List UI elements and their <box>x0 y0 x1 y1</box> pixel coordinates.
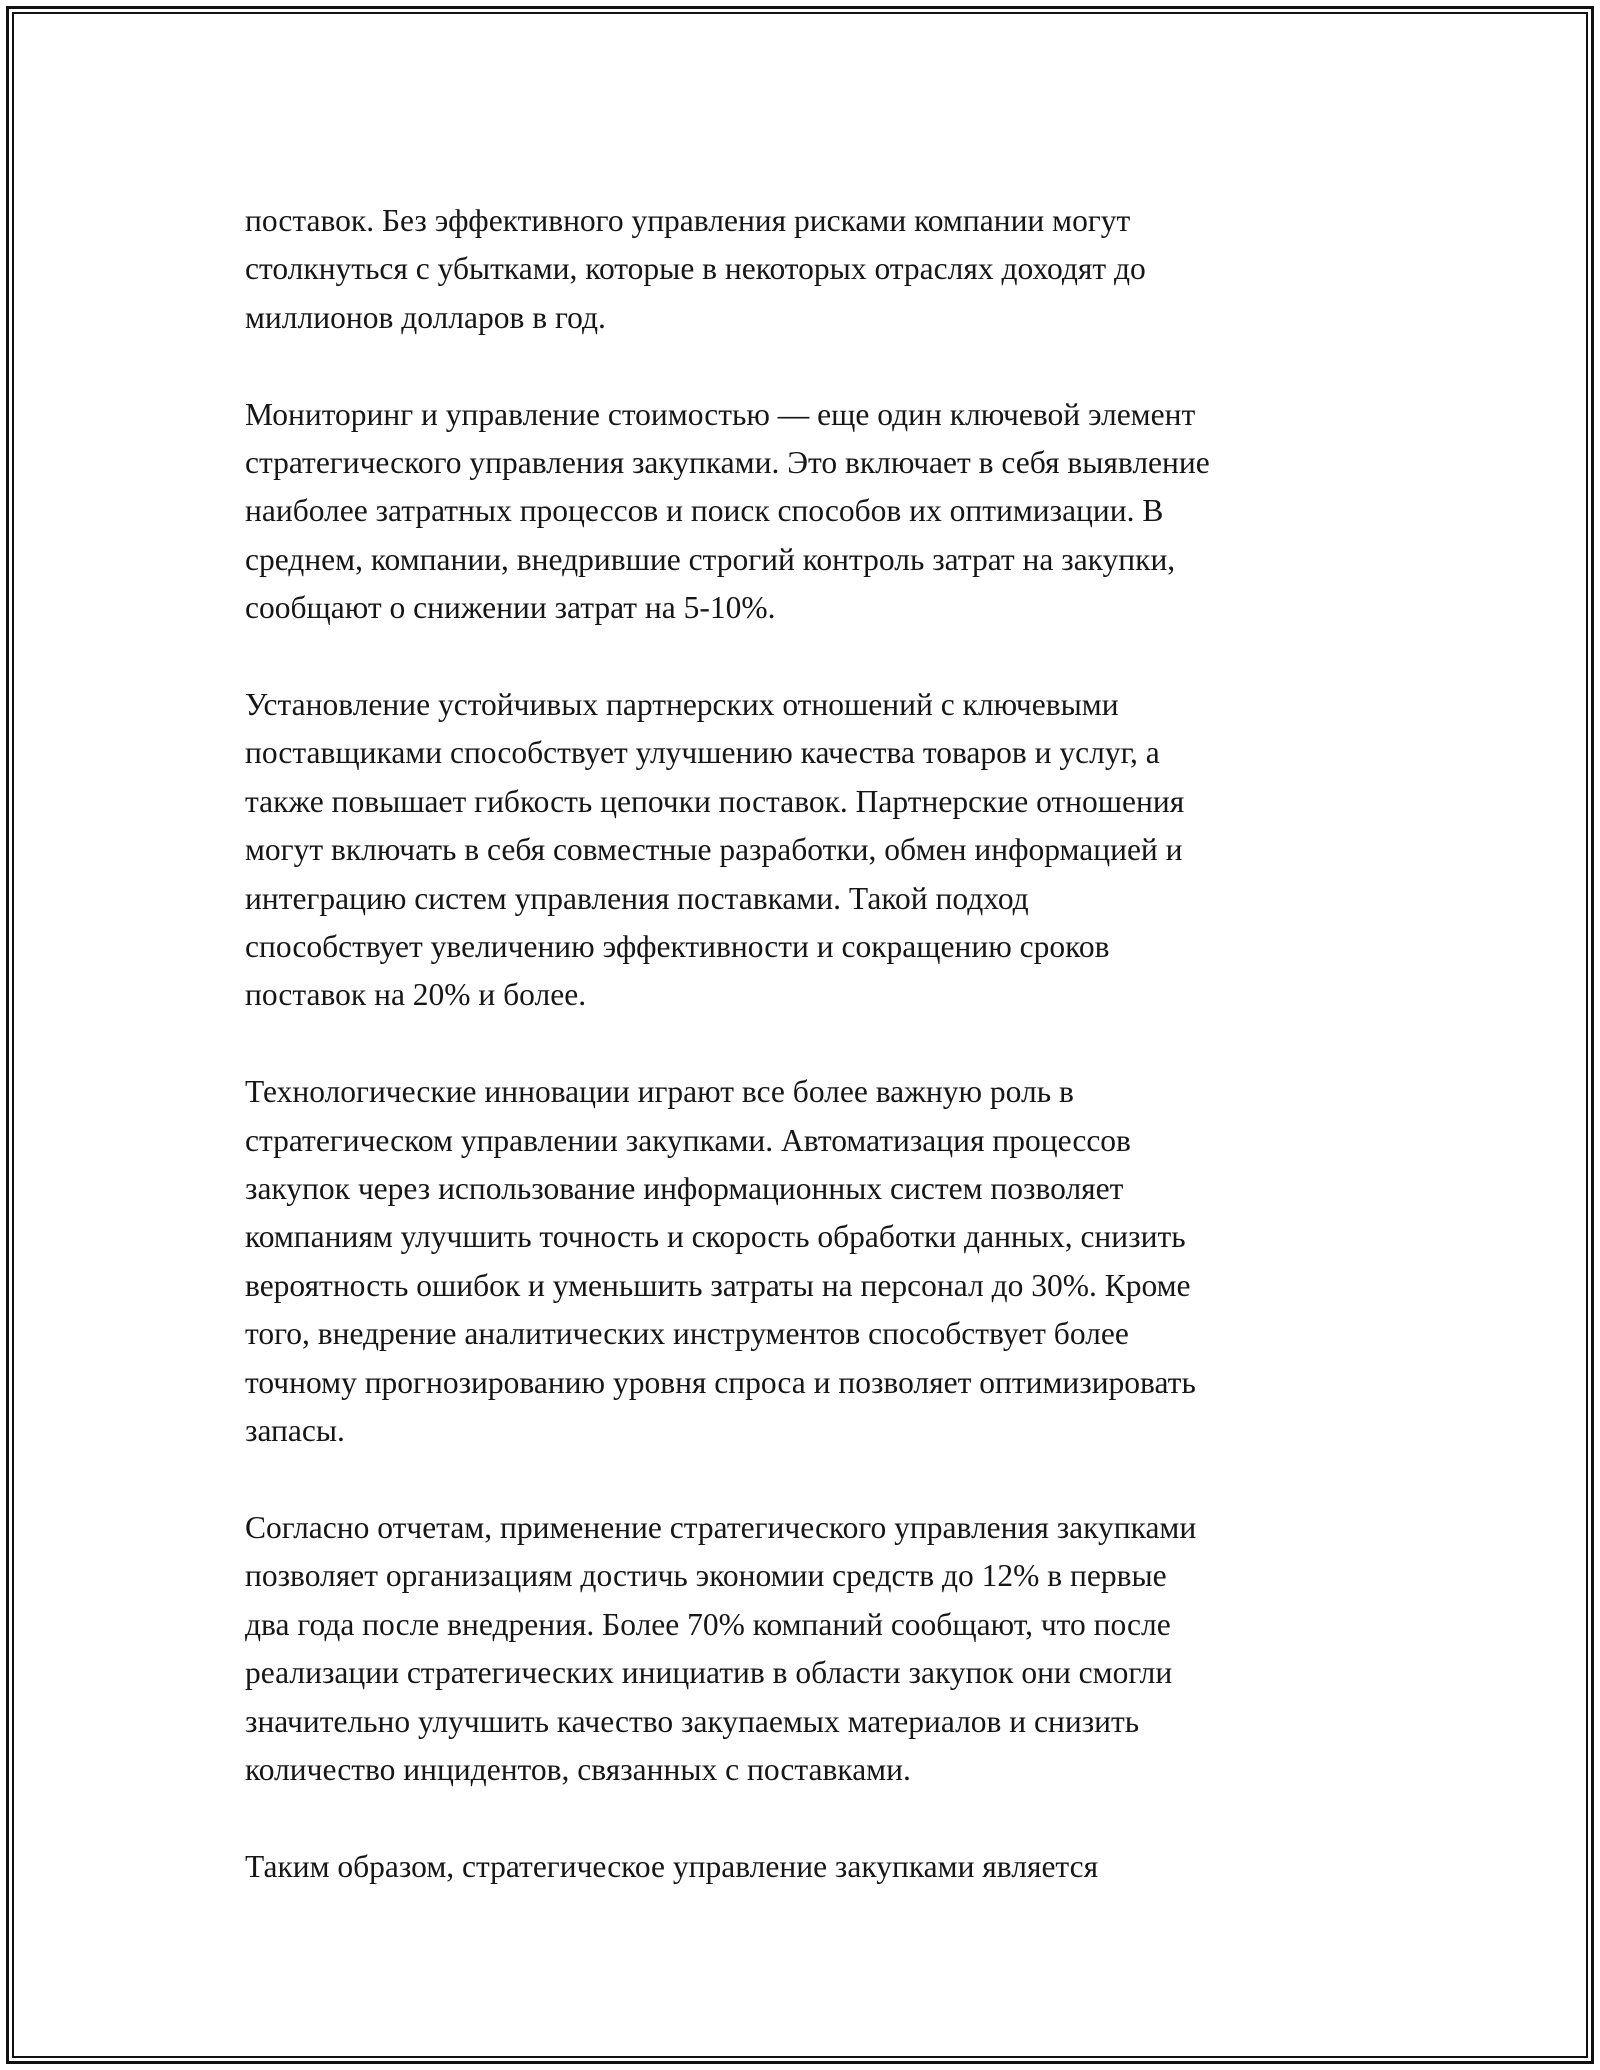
text-line: запасы. <box>245 1413 345 1449</box>
text-line: значительно улучшить качество закупаемых материалов и снизить <box>245 1703 1140 1739</box>
paragraph-supplier-partnerships <box>245 681 1395 1020</box>
text-line: сообщают о снижении затрат на 5-10%. <box>245 590 776 626</box>
text-line: интеграцию систем управления поставками. Такой подход <box>245 880 1029 916</box>
text-line: поставок. Без эффективного управления рисками компании могут <box>245 203 1131 238</box>
text-line: Мониторинг и управление стоимостью — еще один ключевой элемент <box>245 396 1196 432</box>
text-line: среднем, компании, внедрившие строгий контроль затрат на закупки, <box>245 541 1176 577</box>
text-line: вероятность ошибок и уменьшить затраты на персонал до 30%. Кроме <box>245 1267 1191 1303</box>
text-line: миллионов долларов в год. <box>245 299 606 335</box>
text-line: Технологические инновации играют все более важную роль в <box>245 1074 1074 1110</box>
paragraph-conclusion <box>245 1843 1395 1891</box>
text-line: закупок через использование информационных систем позволяет <box>245 1171 1124 1207</box>
paragraph-risk-management <box>245 197 1395 342</box>
text-line: стратегическом управлении закупками. Автоматизация процессов <box>245 1122 1131 1158</box>
text-line: точному прогнозированию уровня спроса и позволяет оптимизировать <box>245 1364 1196 1400</box>
text-line: поставщиками способствует улучшению качества товаров и услуг, а <box>245 735 1160 771</box>
paragraph-tech-innovations <box>245 1068 1395 1455</box>
document-body <box>245 197 1395 1940</box>
text-line: того, внедрение аналитических инструментов способствует более <box>245 1316 1129 1352</box>
text-line: стратегического управления закупками. Это включает в себя выявление <box>245 445 1210 481</box>
text-line: позволяет организациям достичь экономии средств до 12% в первые <box>245 1558 1167 1594</box>
text-line: количество инцидентов, связанных с поставками. <box>245 1751 911 1787</box>
text-line: Согласно отчетам, применение стратегического управления закупками <box>245 1509 1197 1545</box>
text-line: два года после внедрения. Более 70% компаний сообщают, что после <box>245 1606 1171 1642</box>
text-line: могут включать в себя совместные разработки, обмен информацией и <box>245 832 1183 868</box>
text-line: также повышает гибкость цепочки поставок. Партнерские отношения <box>245 783 1185 819</box>
paragraph-cost-monitoring <box>245 391 1395 633</box>
text-line: реализации стратегических инициатив в области закупок они смогли <box>245 1655 1173 1691</box>
text-line: компаниям улучшить точность и скорость обработки данных, снизить <box>245 1219 1186 1255</box>
page-border <box>6 6 1594 2064</box>
text-line: способствует увеличению эффективности и сокращению сроков <box>245 929 1110 965</box>
text-line: поставок на 20% и более. <box>245 977 587 1013</box>
text-line: Таким образом, стратегическое управление закупками является <box>245 1848 1099 1884</box>
paragraph-reports-savings <box>245 1504 1395 1794</box>
text-line: наиболее затратных процессов и поиск способов их оптимизации. В <box>245 493 1164 529</box>
text-line: столкнуться с убытками, которые в некоторых отраслях доходят до <box>245 251 1146 287</box>
text-line: Установление устойчивых партнерских отношений с ключевыми <box>245 687 1119 723</box>
